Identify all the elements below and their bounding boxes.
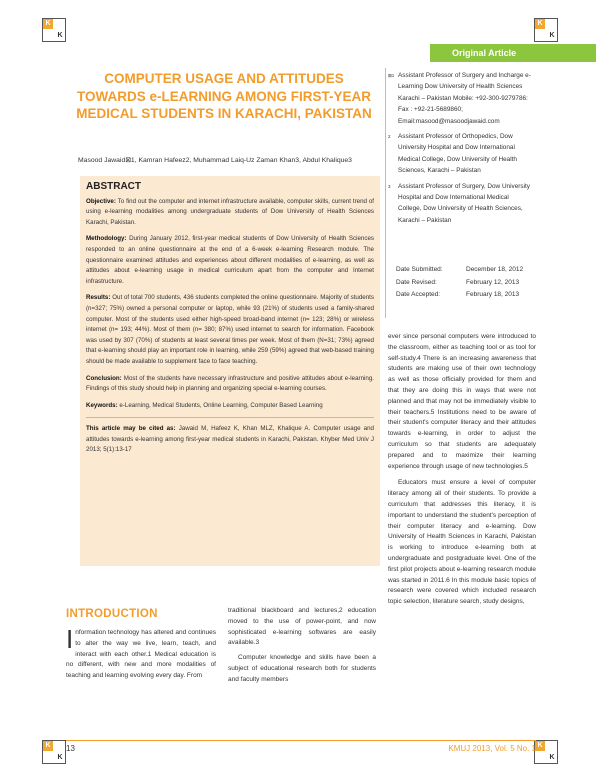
- affiliation-divider: [385, 68, 386, 318]
- logo-letter: K: [57, 754, 63, 761]
- article-type-badge: Original Article: [430, 44, 596, 62]
- abstract-keywords: Keywords: e-Learning, Medical Students, Online Learning, Computer Based Learning: [86, 401, 323, 409]
- paper-title: COMPUTER USAGE AND ATTITUDES TOWARDS e-LEARNING AMONG FIRST-YEAR MEDICAL STUDENTS IN KARACHI, PAKISTAN: [76, 71, 372, 121]
- body-column-2: [228, 606, 376, 690]
- logo-letter: K: [535, 19, 545, 29]
- affiliation-item: 2 Assistant Professor of Orthopedics, Dow University Hospital and Dow International Medical College, Dow University of Health Sciences, Karachi – Pakistan: [388, 133, 517, 175]
- date-row: Date Submitted: December 18, 2012: [396, 266, 524, 273]
- journal-citation-footer: KMUJ 2013, Vol. 5 No. 1: [448, 744, 536, 753]
- logo-letter: K: [535, 741, 545, 751]
- body-text: nformation technology has altered and continues to alter the way we live, learn, teach, and interact with each other.1 Medical education is no different, with new and more modalities of teaching and learning evolving every day. From: [66, 629, 216, 680]
- footer-rule: [66, 740, 536, 741]
- affiliation-item: ⊠1 Assistant Professor of Surgery and Incharge e-Learning Dow University of Health Sciences Karachi – Pakistan Mobile: +92-300-9279786: Fax : +92-21-5689860; Email:masood@masoodjawaid.com: [388, 72, 531, 125]
- logo-letter: K: [549, 32, 555, 39]
- journal-logo-bottom-left: [42, 740, 66, 764]
- logo-letter: K: [43, 19, 53, 29]
- drop-cap: I: [66, 624, 74, 654]
- abstract-objective: Objective: To find out the computer and internet infrastructure available, computer skills, current trend of using e-learning modalities among undergraduate students of Dow University of Health Sciences Karachi, Pakistan.: [86, 197, 374, 226]
- citation: This article may be cited as: Jawaid M, Hafeez K, Khan MLZ, Khalique A. Computer usage and attitudes towards e-learning among first-year medical students in Karachi, Pakistan. Khyber Med Univ J 2013; 5(1):13-17: [86, 425, 374, 454]
- logo-letter: K: [549, 754, 555, 761]
- author-list: Masood Jawaid⊠1, Kamran Hafeez2, Muhammad Laiq-Uz Zaman Khan3, Abdul Khalique3: [78, 157, 352, 164]
- abstract-divider: [86, 417, 374, 418]
- abstract-methodology: Methodology: During January 2012, first-year medical students of Dow University of Health Sciences responded to an online questionnaire at the end of a 6-week e-learning Research module. The questionnaire examined attitudes and experiences about different modalities of e-learning, as well as attitudes about e-learning usage in medical curriculum apart from the computer and Internet infrastructure.: [86, 235, 374, 285]
- body-paragraph: ever since personal computers were introduced to the classroom, either as teaching tool or as tool for self-study.4 There is an increasing awareness that students are making use of their own technology as well as those officially provided for them and that they are doing this in ways that were not planned and that may not be immediately visible to their teachers.5 Institutions need to be aware of their student's computer literacy and their attitudes towards e-learning, in order to adjust the curriculum so that students are adequately prepared and to maximize their learning experience through usage of new technologies.5: [388, 333, 536, 470]
- abstract-results: Results: Out of total 700 students, 436 students completed the online questionnaire. Majority of students (n=327; 75%) owned a personal computer or laptop, while 93 (21%) of students used a family-shared computer. Most of the students used either high-speed broad-band internet (n= 123; 28%) or wireless internet (n= 193; 44%). Most of them (n= 380; 87%) used internet to search for information. Facebook was used by 307 (70%) of students at least several times per week. Most of them (N=31; 73%) agreed that e-learning should play an important role in learning, while 259 (59%) agreed that web-based training should be made available to supplement face to face teaching.: [86, 294, 374, 365]
- introduction-heading: INTRODUCTION: [66, 608, 158, 620]
- body-paragraph: Educators must ensure a level of computer literacy among all of their students. To provide a curriculum that addresses this literacy, it is important to understand the student's perception of their computer literacy and e-learning. Dow University of Health Sciences in Karachi, Pakistan is working to introduce e-learning both at undergraduate and postgraduate level. One of the first pilot projects about e-learning research module was started in 2011.6 In this module basic topics of research were covered which included research topic selection, literature search, study designs,: [388, 479, 536, 606]
- body-paragraph: Computer knowledge and skills have been a subject of educational research both for students and faculty members: [228, 654, 376, 683]
- abstract-conclusion: Conclusion: Most of the students have necessary infrastructure and positive attitudes about e-learning. Findings of this study should help in planning and organizing special e-learning courses.: [86, 374, 374, 393]
- body-column-1: [66, 624, 216, 686]
- submission-dates: [396, 264, 536, 302]
- abstract-heading: ABSTRACT: [86, 181, 141, 192]
- abstract-box: [80, 176, 380, 566]
- body-column-3: [388, 332, 536, 612]
- date-row: Date Accepted: February 18, 2013: [396, 291, 520, 298]
- date-row: Date Revised: February 12, 2013: [396, 278, 520, 286]
- body-paragraph: traditional blackboard and lectures,2 education moved to the use of power-point, and now sophisticated e-learning softwares are easily available.3: [228, 607, 376, 647]
- page-number: 13: [66, 744, 75, 753]
- journal-logo-bottom-right: [534, 740, 558, 764]
- affiliations: [388, 70, 534, 230]
- journal-logo-top-left: [42, 18, 66, 42]
- logo-letter: K: [57, 32, 63, 39]
- logo-letter: K: [43, 741, 53, 751]
- affiliation-item: 3 Assistant Professor of Surgery, Dow University Hospital and Dow International Medical College, Dow University of Health Sciences, Karachi – Pakistan: [388, 182, 530, 224]
- journal-logo-top-right: [534, 18, 558, 42]
